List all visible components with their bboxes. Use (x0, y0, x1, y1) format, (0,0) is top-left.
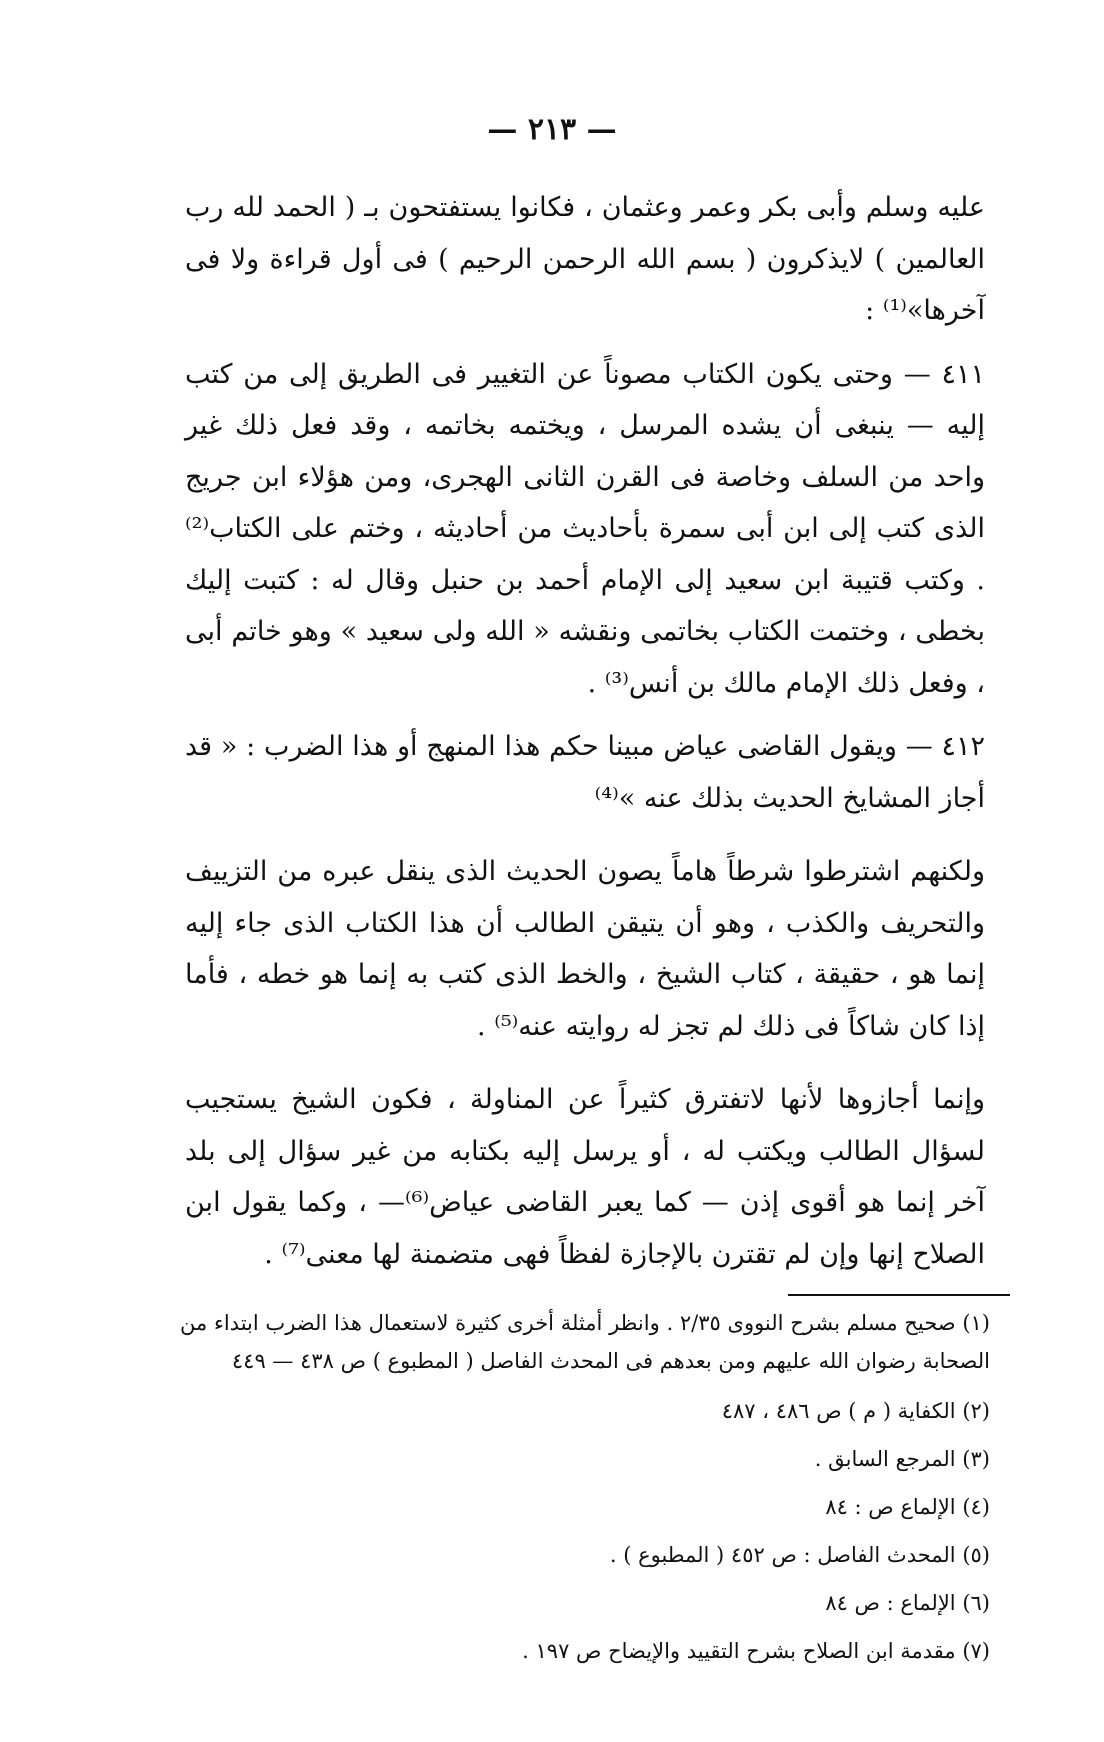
footnote-1: (١) صحيح مسلم بشرح النووى ٢/٣٥ . وانظر أمثلة أخرى كثيرة لاستعمال هذا الضرب ابتداء من الصحابة رضوان الله عليهم ومن بعدهم فى المحدث الفاصل ( المطبوع ) ص ٤٣٨ — ٤٤٩ (180, 1311, 990, 1373)
footnote-6: (٦) الإلماع : ص ٨٤ (825, 1591, 990, 1615)
footnote-5: (٥) المحدث الفاصل : ص ٤٥٢ ( المطبوع ) . (609, 1543, 990, 1567)
paragraph-conditions: ولكنهم اشترطوا شرطاً هاماً يصون الحديث الذى ينقل عبره من التزييف والتحريف والكذب ، وهو أن يتيقن الطالب أن هذا الكتاب الذى جاء إليه إنما هو ، حقيقة ، كتاب الشيخ ، والخط الذى كتب به إنما هو خطه ، فأما إذا كان شاكاً فى ذلك لم تجز له روايته عنه⁽⁵⁾ . (185, 856, 985, 1042)
footnote-divider (788, 1294, 1010, 1296)
footnote-3: (٣) المرجع السابق . (814, 1447, 990, 1471)
paragraph-412: ٤١٢ — ويقول القاضى عياض مبينا حكم هذا المنهج أو هذا الضرب : « قد أجاز المشايخ الحديث بذلك عنه »⁽⁴⁾ (185, 731, 985, 814)
footnotes (180, 1304, 990, 1680)
footnote-2: (٢) الكفاية ( م ) ص ٤٨٦ ، ٤٨٧ (721, 1399, 990, 1423)
main-text (185, 182, 985, 1292)
page-number: — ٢١٣ — (487, 112, 617, 147)
paragraph-permission: وإنما أجازوها لأنها لاتفترق كثيراً عن المناولة ، فكون الشيخ يستجيب لسؤال الطالب ويكتب له ، أو يرسل إليه بكتابه من غير سؤال إلى بلد آخر إنما هو أقوى إذن — كما يعبر القاضى عياض⁽⁶⁾— ، وكما يقول ابن الصلاح إنها وإن لم تقترن بالإجازة لفظاً فهى متضمنة لها معنى⁽⁷⁾ . (185, 1084, 985, 1270)
footnote-7: (٧) مقدمة ابن الصلاح بشرح التقييد والإيضاح ص ١٩٧ . (522, 1639, 990, 1663)
paragraph-continuation: عليه وسلم وأبى بكر وعمر وعثمان ، فكانوا يستفتحون بـ ( الحمد لله رب العالمين ) لايذكرون ( بسم الله الرحمن الرحيم ) فى أول قراءة ولا فى آخرها»⁽¹⁾ : (185, 192, 985, 326)
footnote-4: (٤) الإلماع ص : ٨٤ (825, 1495, 990, 1519)
paragraph-411: ٤١١ — وحتى يكون الكتاب مصوناً عن التغيير فى الطريق إلى من كتب إليه — ينبغى أن يشده المرسل ، ويختمه بخاتمه ، وقد فعل ذلك غير واحد من السلف وخاصة فى القرن الثانى الهجرى، ومن هؤلاء ابن جريج الذى كتب إلى ابن أبى سمرة بأحاديث من أحاديثه ، وختم على الكتاب⁽²⁾ . وكتب قتيبة ابن سعيد إلى الإمام أحمد بن حنبل وقال له : كتبت إليك بخطى ، وختمت الكتاب بخاتمى ونقشه « الله ولى سعيد » وهو خاتم أبى ، وفعل ذلك الإمام مالك بن أنس⁽³⁾ . (185, 358, 985, 699)
